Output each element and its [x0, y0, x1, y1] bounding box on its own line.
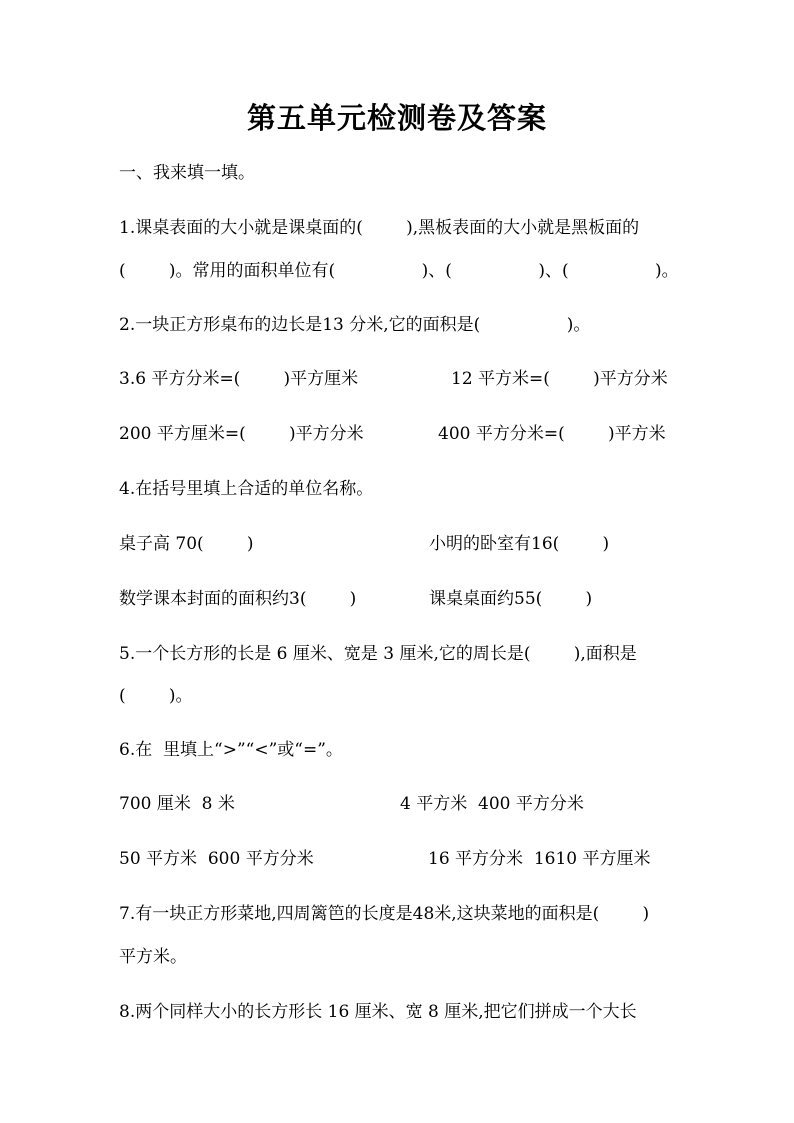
question-3-item-d: 400 平方分米=( )平方米	[438, 424, 666, 444]
page-title: 第五单元检测卷及答案	[246, 101, 547, 135]
section-heading: 一、我来填一填。	[119, 163, 255, 183]
question-6-item-d: 16 平方分米 1610 平方厘米	[428, 849, 651, 869]
question-6-item-c: 50 平方米 600 平方分米	[119, 849, 314, 869]
question-6-item-a: 700 厘米 8 米	[119, 794, 235, 814]
question-1-line-1: 1.课桌表面的大小就是课桌面的( ),黑板表面的大小就是黑板面的	[119, 218, 640, 238]
question-4-item-d: 课桌桌面约55( )	[429, 589, 593, 609]
question-6: 6.在 里填上“>”“<”或“=”。	[119, 740, 343, 760]
question-1-line-2: ( )。常用的面积单位有( )、( )、( )。	[119, 261, 679, 281]
question-2: 2.一块正方形桌布的边长是13 分米,它的面积是( )。	[119, 315, 591, 335]
question-4-item-b: 小明的卧室有16( )	[429, 534, 610, 554]
question-4-item-a: 桌子高 70( )	[119, 534, 254, 554]
question-6-item-b: 4 平方米 400 平方分米	[400, 794, 584, 814]
question-5-line-1: 5.一个长方形的长是 6 厘米、宽是 3 厘米,它的周长是( ),面积是	[119, 644, 637, 664]
question-7-line-1: 7.有一块正方形菜地,四周篱笆的长度是48米,这块菜地的面积是( )	[119, 904, 650, 924]
question-3-item-b: 12 平方米=( )平方分米	[451, 369, 668, 389]
question-8-line-1: 8.两个同样大小的长方形长 16 厘米、宽 8 厘米,把它们拼成一个大长	[119, 1002, 637, 1022]
question-7-line-2: 平方米。	[119, 947, 187, 967]
question-3-item-a: 3.6 平方分米=( )平方厘米	[119, 369, 359, 389]
question-4: 4.在括号里填上合适的单位名称。	[119, 479, 374, 499]
question-3-item-c: 200 平方厘米=( )平方分米	[119, 424, 364, 444]
question-4-item-c: 数学课本封面的面积约3( )	[119, 589, 357, 609]
question-5-line-2: ( )。	[119, 686, 193, 706]
